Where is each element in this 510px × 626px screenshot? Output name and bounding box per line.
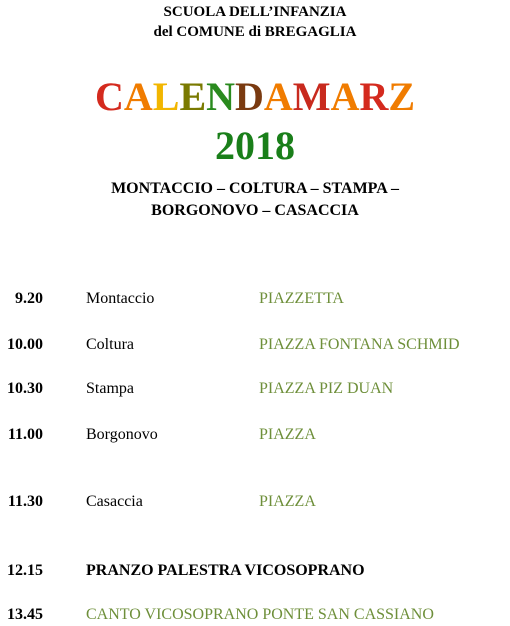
schedule-time: 10.30 xyxy=(7,380,43,397)
schedule-location: PIAZZA xyxy=(259,493,316,510)
title-letter: E xyxy=(179,74,207,119)
schedule-row xyxy=(0,604,510,626)
schedule-row xyxy=(0,491,510,513)
calendamarz-title xyxy=(0,74,510,120)
schedule-location: PIAZZETTA xyxy=(259,290,344,307)
schedule-village: Coltura xyxy=(86,336,134,353)
title-letter: N xyxy=(206,74,236,119)
year-title: 2018 xyxy=(215,123,295,168)
schedule-row xyxy=(0,288,510,310)
title-letter: A xyxy=(330,74,360,119)
schedule-time: 9.20 xyxy=(15,290,43,307)
schedule-row xyxy=(0,334,510,356)
commune-name: del COMUNE di BREGAGLIA xyxy=(153,24,357,40)
schedule-time: 12.15 xyxy=(7,562,43,579)
schedule-time: 11.00 xyxy=(7,426,43,443)
title-letter: Z xyxy=(388,74,416,119)
title-letter: C xyxy=(94,74,124,119)
schedule-village: Stampa xyxy=(86,380,134,397)
schedule-time: 11.30 xyxy=(7,493,43,510)
villages-line-2: BORGONOVO – CASACCIA xyxy=(151,202,359,219)
schedule-location: PIAZZA xyxy=(259,426,316,443)
school-header xyxy=(0,2,510,42)
villages-list xyxy=(0,178,510,222)
school-name: SCUOLA DELL’INFANZIA xyxy=(163,4,347,20)
schedule-village: Montaccio xyxy=(86,290,155,307)
title-letter: M xyxy=(292,74,331,119)
schedule-row xyxy=(0,378,510,400)
title-letter: A xyxy=(263,74,293,119)
villages-line-1: MONTACCIO – COLTURA – STAMPA – xyxy=(111,180,399,197)
schedule-event: CANTO VICOSOPRANO PONTE SAN CASSIANO xyxy=(86,606,434,623)
schedule-event: PRANZO PALESTRA VICOSOPRANO xyxy=(86,562,365,579)
title-letter: R xyxy=(359,74,389,119)
schedule-time: 13.45 xyxy=(7,606,43,623)
schedule-row xyxy=(0,560,510,582)
schedule-village: Borgonovo xyxy=(86,426,158,443)
schedule-village: Casaccia xyxy=(86,493,143,510)
title-letter: L xyxy=(152,74,180,119)
schedule-location: PIAZZA PIZ DUAN xyxy=(259,380,394,397)
schedule-row xyxy=(0,424,510,446)
title-letter: A xyxy=(123,74,153,119)
title-letter: D xyxy=(235,74,264,119)
schedule-time: 10.00 xyxy=(7,336,43,353)
schedule-location: PIAZZA FONTANA SCHMID xyxy=(259,336,460,353)
